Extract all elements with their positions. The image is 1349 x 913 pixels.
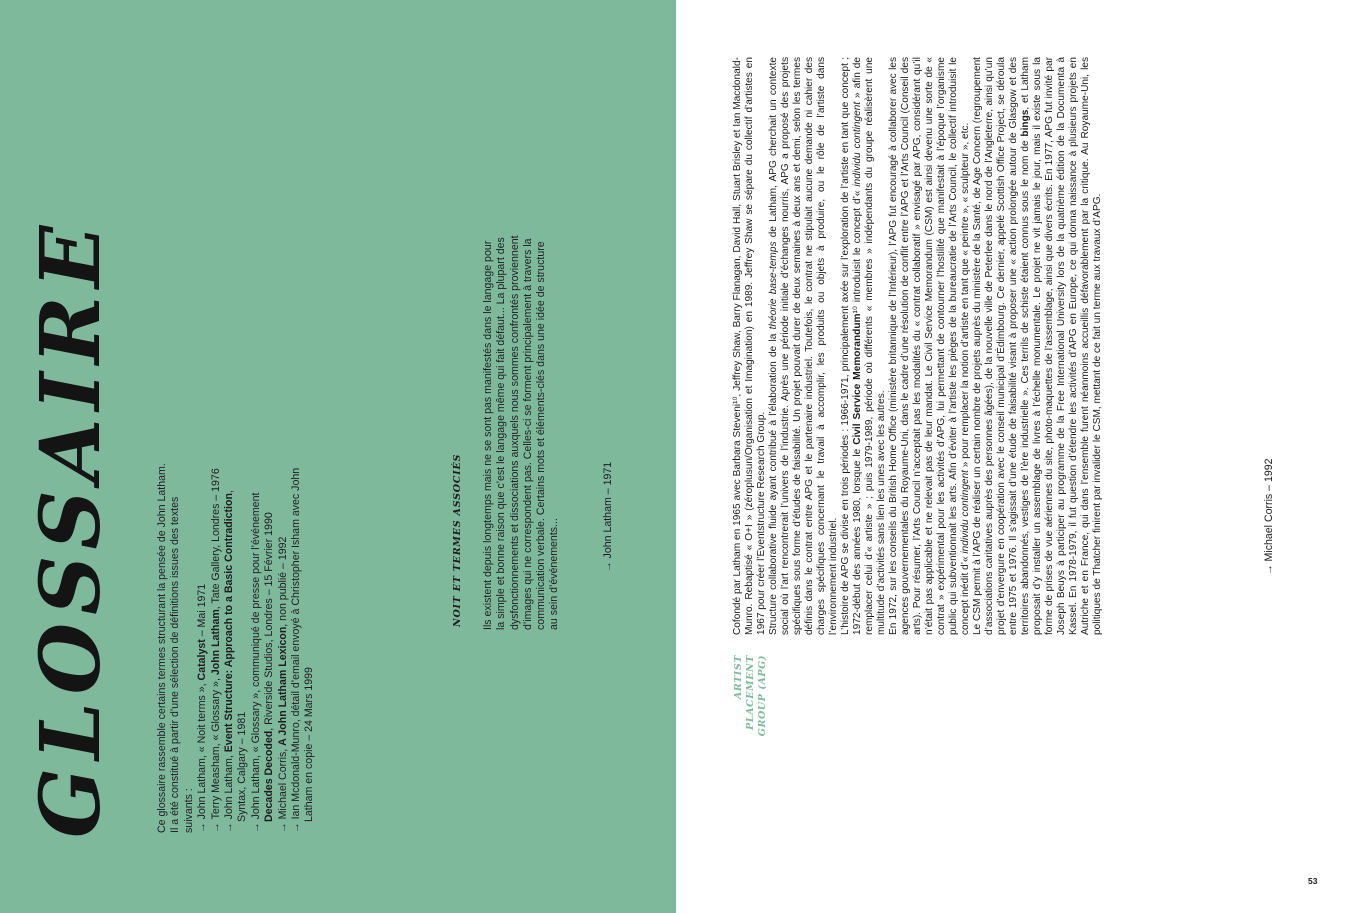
glossary-intro-block: [156, 459, 317, 833]
glossary-title: GLOSSAIRE: [23, 217, 119, 838]
apg-section-title: ARTIST PLACEMENT GROUP (APG): [733, 655, 768, 737]
noit-text: Ils existent depuis longtemps mais ne se sont pas manifestés dans le langage pour la simple et bonne raison que c’est le langage même qui fait défaut... La plupart des dysfonctionnements et dissociations auxquels nous sommes confrontés proviennent d’images qui ne correspondent pas. Celles-ci se forment principalement à travers la communication verbale. Certains mots et éléments-clés dans une idée de structure au sein d’événements...: [482, 235, 561, 630]
source-item: →Terry Measham, « Glossary », John Latham, Tate Gallery, Londres – 1976: [209, 468, 222, 833]
arrow-icon: →: [209, 822, 222, 833]
arrow-icon: →: [223, 822, 236, 833]
arrow-icon: →: [290, 822, 303, 833]
apg-signature: → Michael Corris – 1992: [1263, 458, 1275, 575]
right-page: [676, 0, 1349, 913]
apg-paragraph: L’histoire de APG se divise en trois périodes : 1966-1971, principalement axée sur l’exploration de l’artiste en tant que concept ; 1972-début des années 1980, lorsque le Civil Service Memorandum¹⁰ introduisit le concept d’« individu contingent » afin de remplacer celui d’« artiste » ; puis 1979-1989, période où différents « membres » indépendants du groupe réalisèrent une multitude d’activités sans lien les unes avec les autres.: [840, 56, 887, 635]
arrow-icon: →: [249, 822, 262, 833]
source-item: →Michael Corris, A John Latham Lexicon, non publié – 1992: [276, 536, 289, 833]
source-item: →Ian Mcdonald-Munro, détail d’email envoyé à Christopher Isham avec John Latham en copie – 24 Mars 1999: [290, 467, 316, 833]
arrow-icon: →: [276, 822, 289, 833]
glossary-intro-text: Ce glossaire rassemble certains termes structurant la pensée de John Latham. Il a été constitué à partir d’une sélection de définitions issues des textes suivants :: [156, 463, 195, 833]
noit-section-title: NOIT ET TERMES ASSOCIÉS: [452, 453, 463, 627]
arrow-icon: →: [196, 822, 209, 833]
apg-paragraph: En 1972, sur les conseils du British Home Office (ministère britannique de l’Intérieur), l’APG fut encouragé à collaborer avec les agences gouvernementales du Royaume-Uni, dans le cadre d’une résolution de conflit entre l’APG et l’Arts Council (Conseil des arts). Pour résumer, l’Arts Council n’acceptait pas les modalités du « contrat collaboratif » envisagé par APG, considérant qu’il n’était pas applicable et ne relevait pas de leur mandat. Le Civil Service Memorandum (CSM) est ainsi devenu une sorte de « contrat » expérimental pour les activités d’APG, lui permettant de contourner l’hostilité que manifestait à l’époque l’organisme public qui subventionnait les arts. Afin d’éviter à l’artiste les pièges de la bureaucratie de l’Arts Council, le collectif introduisit le concept inédit d’« individu contingent » pour remplacer la notion d’artiste en tant que « peintre », « sculpteur », etc.: [888, 57, 971, 635]
source-item: →John Latham, Event Structure: Approach to a Basic Contradiction, Syntax, Calgary – 1981: [223, 490, 249, 833]
page-number: 53: [1308, 876, 1318, 886]
sources-list: [196, 459, 317, 833]
apg-paragraph: Cofondé par Latham en 1965 avec Barbara Steveni¹⁰, Jeffrey Shaw, Barry Flanagan, David Hall, Stuart Brisley et Ian Macdonald-Munro. Rebaptisé « O+I » (zéroplusun/Organisation et Imagination) en 1989. Jeffrey Shaw se sépare du collectif d’artistes en 1967 pour créer l’Eventstructure Research Group.: [732, 57, 767, 635]
apg-paragraph: Structure collaborative fluide ayant contribué à l’élaboration de la théorie base-temps de Latham, APG cherchait un contexte social où l’art rencontrerait l’univers de l’industrie. Après une période initiale d’échanges nourris, APG a proposé des projets spécifiques sous forme d’études de faisabilité. Un projet pouvait durer de deux semaines à deux ans et demi, selon les termes définis dans le contrat entre APG et le partenaire industriel. Toutefois, le contrat ne stipulait aucune demande ni cahier des charges spécifiques concernant le travail à accomplir, les produits ou objets à produire, ou le rôle de l’artiste dans l’environnement industriel.: [768, 57, 839, 635]
apg-text: [732, 57, 1104, 635]
noit-signature: → John Latham – 1971: [602, 461, 614, 572]
apg-paragraph: Le CSM permit à l’APG de réaliser un certain nombre de projets auprès du ministère de la Santé, de Age Concern (regroupement d’associations caritatives auprès des personnes âgées), de la nouvelle ville de Peterlee dans le nord de l’Angleterre, ainsi qu’un projet d’envergure en coopération avec le conseil municipal d’Édimbourg. Ce dernier, appelé Scottish Office Project, se déroula entre 1975 et 1976. Il s’agissait d’une étude de faisabilité visant à proposer une « action prolongée autour de Glasgow et des territoires abandonnés, vestiges de l’ère industrielle ». Ces terrils de schiste étaient connus sous le nom de bings, et Latham proposait d’y installer un assemblage de livres à l’échelle monumentale. Le projet ne vit jamais le jour, mais il existe sous la forme de prises de vue aériennes du site, photo-maquettes de l’assemblage, ainsi que divers écrits. En 1977, APG fut invité par Joseph Beuys à participer au programme de la Free International University lors de la quatrième édition de la Documenta à Kassel. En 1978-1979, il fut question d’étendre les activités d’APG en Europe, ce qui donna naissance à plusieurs projets en Autriche et en France, qui dans l’ensemble furent néanmoins accueillis défavorablement par la critique. Au Royaume-Uni, les politiques de Thatcher finirent par invalider le CSM, mettant de ce fait un terme aux travaux d’APG.: [972, 57, 1103, 635]
source-item: →John Latham, « Noit terms », Catalyst – Mai 1971: [196, 583, 209, 833]
source-item: →John Latham, « Glossary », communiqué de presse pour l’événement Decades Decoded, Riverside Studios, Londres – 15 Février 1990: [249, 492, 276, 833]
